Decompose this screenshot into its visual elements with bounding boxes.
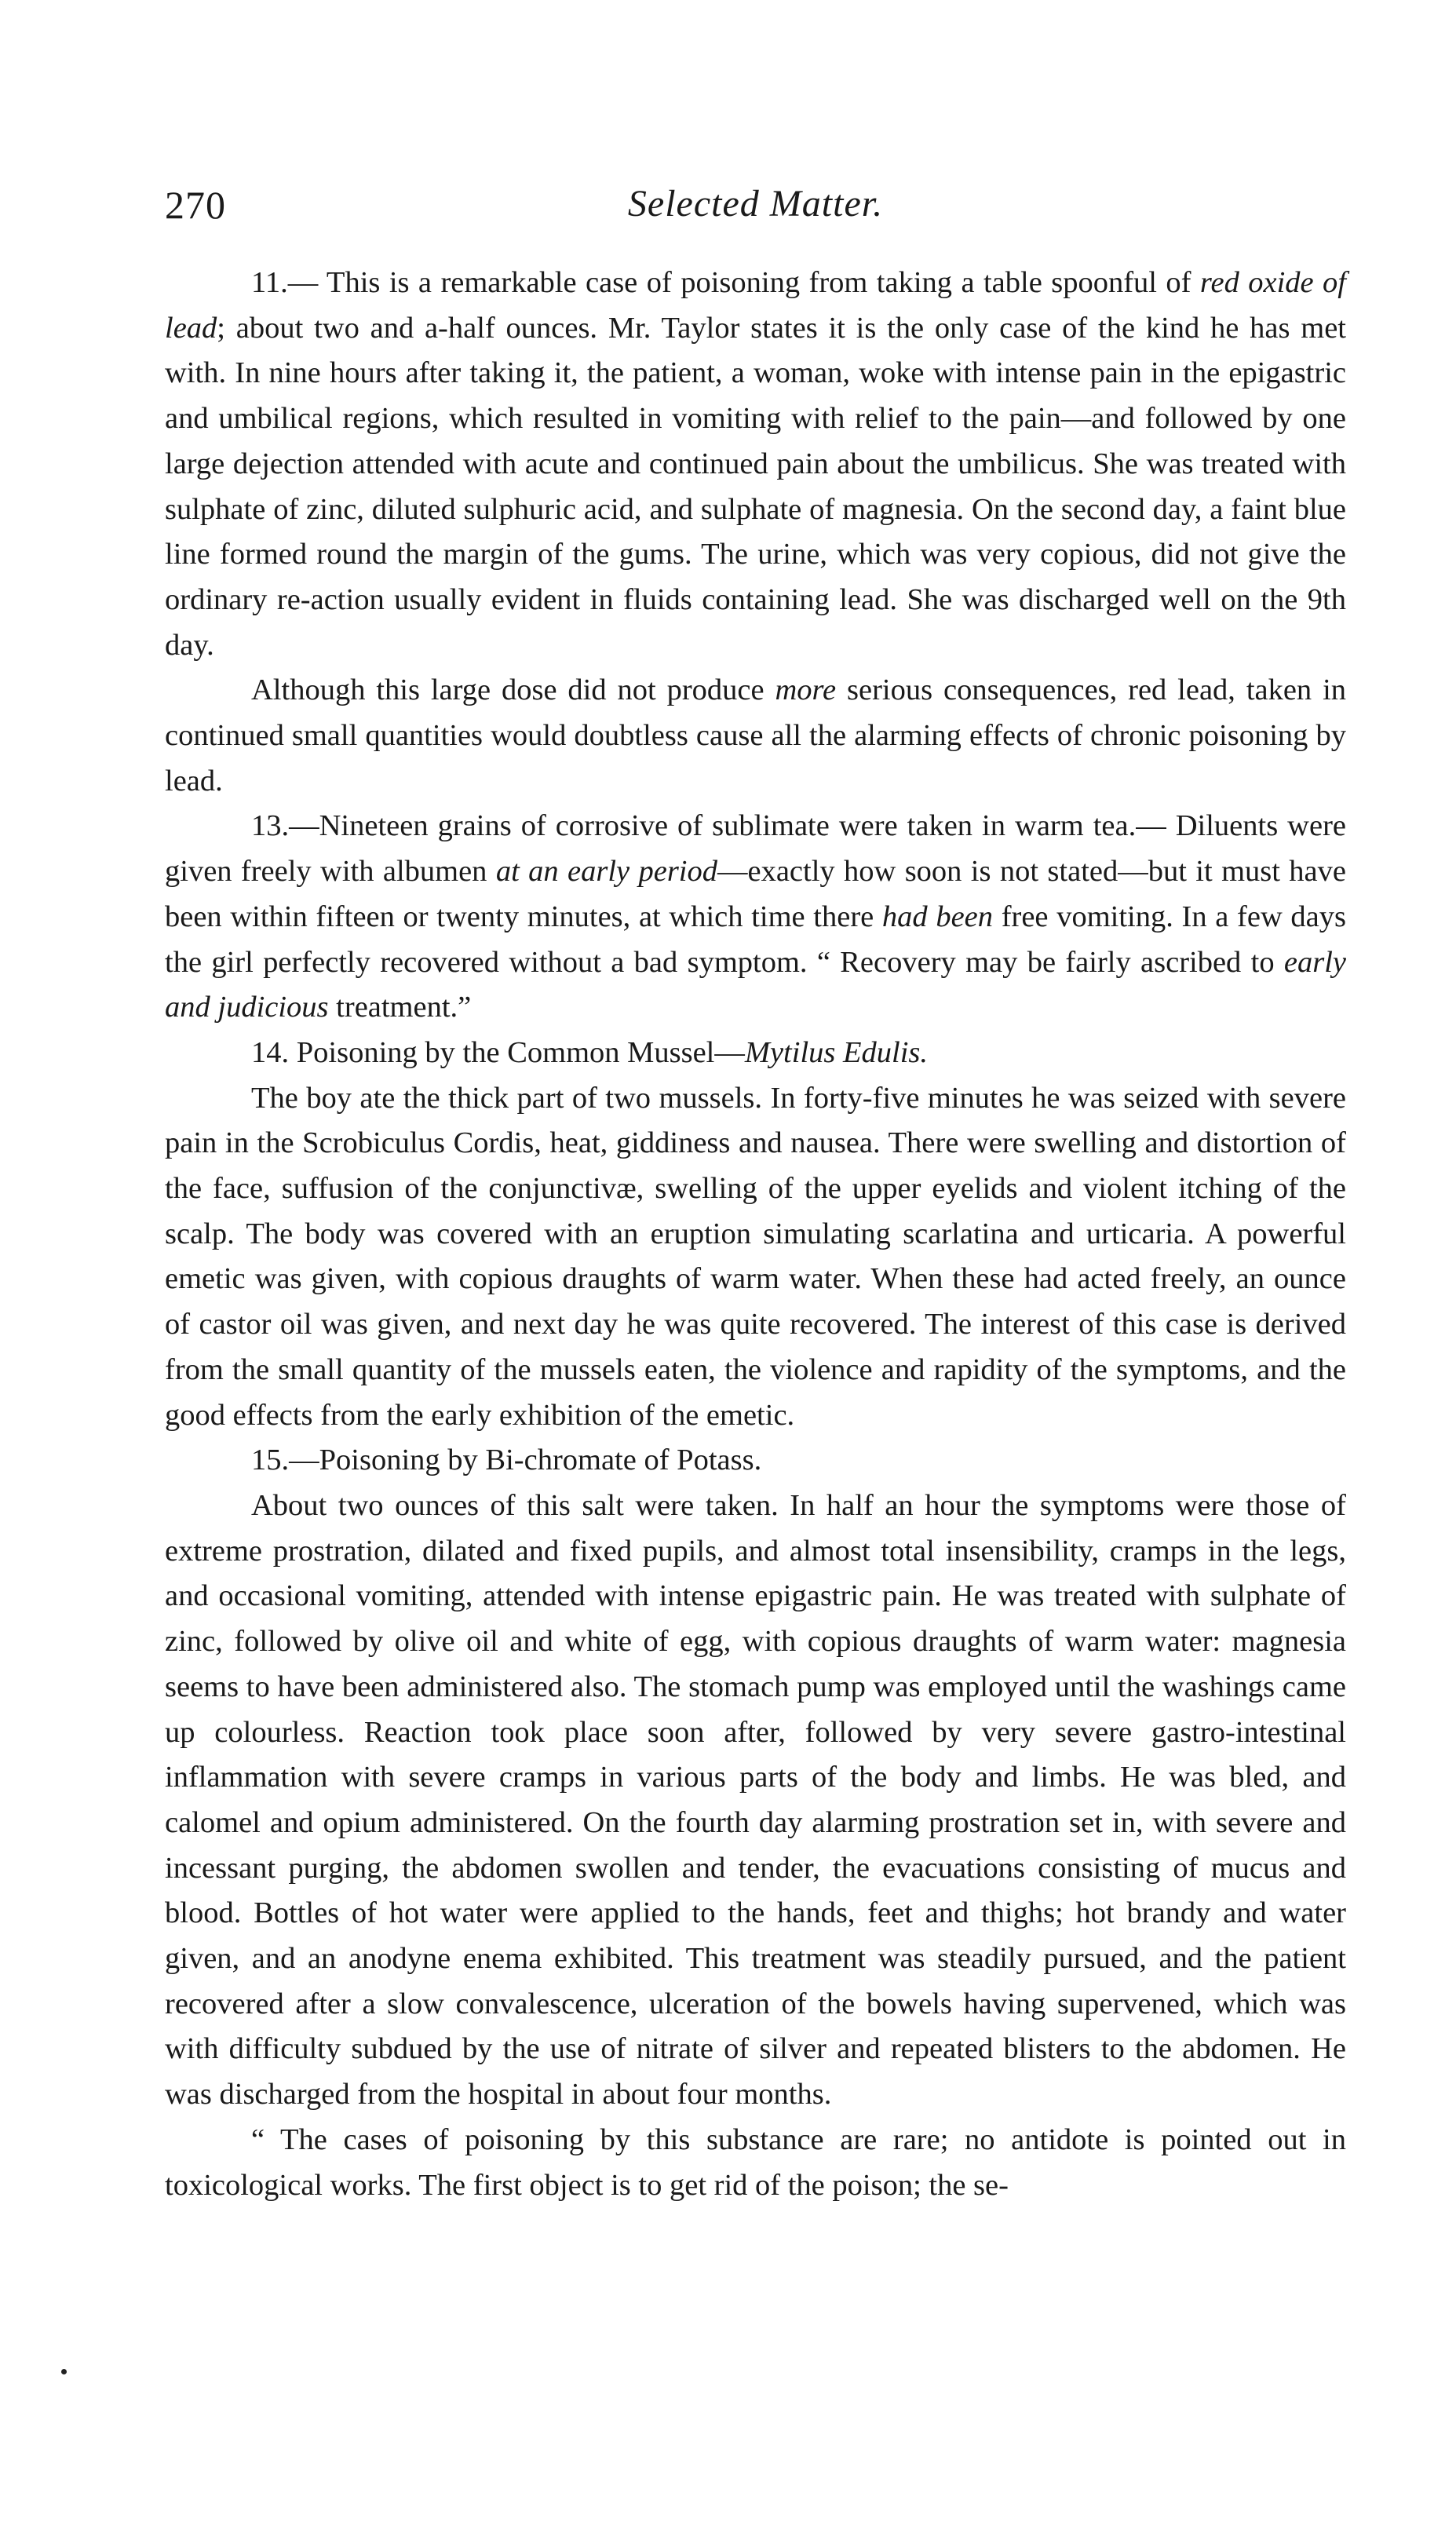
page-header — [165, 182, 1346, 229]
text-segment: 13.—Nineteen grains of corrosive of sublimate were taken in warm tea.— Diluents were given freely with albumen — [165, 809, 1346, 889]
paragraph — [165, 804, 1346, 1031]
italic-text: at an early period — [495, 855, 717, 889]
text-segment: 11.— This is a remarkable case of poisoning from taking a table spoonful of — [251, 266, 1200, 299]
text-segment: ; about two and a-half ounces. Mr. Taylor states it is the only case of the kind he has met with. In nine hours after taking it, the patient, a woman, woke with intense pain in the epigastric and umbilical regions, which resulted in vomiting with relief to the pain—and followed by one large dejection attended with acute and continued pain about the umbilicus. She was treated with sulphate of zinc, diluted sulphuric acid, and sulphate of magnesia. On the second day, a faint blue line formed round the margin of the gums. The urine, which was very copious, did not give the ordinary re-action usually evident in fluids containing lead. She was discharged well on the 9th day. — [165, 311, 1346, 662]
text-segment: 15.—Poisoning by Bi-chromate of Potass. — [251, 1444, 762, 1477]
paragraph — [165, 668, 1346, 804]
paragraph — [165, 1031, 1346, 1076]
page-number: 270 — [165, 183, 226, 227]
stray-ink-mark — [61, 2369, 67, 2374]
paragraph — [165, 2118, 1346, 2208]
italic-text: red oxide of lead — [165, 266, 1347, 345]
italic-text: early and judicious — [165, 945, 1346, 1024]
italic-text: more — [775, 673, 837, 707]
italic-text: Mytilus Edulis. — [744, 1035, 929, 1069]
paragraph — [165, 261, 1346, 668]
body-text — [165, 261, 1346, 2208]
paragraph — [165, 1438, 1346, 1484]
text-segment: About two ounces of this salt were taken. In half an hour the symptoms were those of extreme prostration, dilated and fixed pupils, and almost total insensibility, cramps in the legs, and occasional vomiting, attended with intense epigastric pain. He was treated with sulphate of zinc, followed by olive oil and white of egg, with copious draughts of warm water: magnesia seems to have been administered also. The stomach pump was employed until the washings came up colourless. Reaction took place soon after, followed by very severe gastro-intestinal inflammation with severe cramps in various parts of the body and limbs. He was bled, and calomel and opium administered. On the fourth day alarming prostration set in, with severe and incessant purging, the abdomen swollen and tender, the evacuations consisting of mucus and blood. Bottles of hot water were applied to the hands, feet and thighs; hot brandy and water given, and an anodyne enema exhibited. This treatment was steadily pursued, and the patient recovered after a slow convalescence, ulceration of the bowels having supervened, which was with difficulty subdued by the use of nitrate of silver and repeated blisters to the abdomen. He was discharged from the hospital in about four months. — [165, 1488, 1346, 2111]
running-head: Selected Matter. — [627, 183, 884, 224]
text-segment: —exactly how soon is not stated—but it must have been within fifteen or twenty minutes, at which time there — [165, 855, 1346, 933]
text-segment: The boy ate the thick part of two mussels. In forty-five minutes he was seized with severe pain in the Scrobiculus Cordis, heat, giddiness and nausea. There were swelling and distortion of the face, suffusion of the conjunctivæ, swelling of the upper eyelids and violent itching of the scalp. The body was covered with an eruption simulating scarlatina and urticaria. A powerful emetic was given, with copious draughts of warm water. When these had acted freely, an ounce of castor oil was given, and next day he was quite recovered. The interest of this case is derived from the small quantity of the mussels eaten, the violence and rapidity of the symptoms, and the good effects from the early exhibition of the emetic. — [165, 1081, 1346, 1432]
paragraph — [165, 1484, 1346, 2118]
text-segment: “ The cases of poisoning by this substance are rare; no antidote is pointed out in toxicological works. The first object is to get rid of the poison; the se- — [165, 2122, 1346, 2202]
text-segment: Although this large dose did not produce — [251, 673, 775, 707]
paragraph — [165, 1076, 1346, 1439]
text-segment: serious consequences, red lead, taken in continued small quantities would doubtless cause all the alarming effects of chronic poisoning by lead. — [165, 673, 1347, 798]
text-segment: treatment.” — [328, 991, 472, 1024]
text-segment: 14. Poisoning by the Common Mussel— — [251, 1035, 745, 1069]
text-segment: free vomiting. In a few days the girl perfectly recovered without a bad symptom. “ Recovery may be fairly ascribed to — [165, 900, 1347, 979]
italic-text: had been — [881, 900, 994, 933]
